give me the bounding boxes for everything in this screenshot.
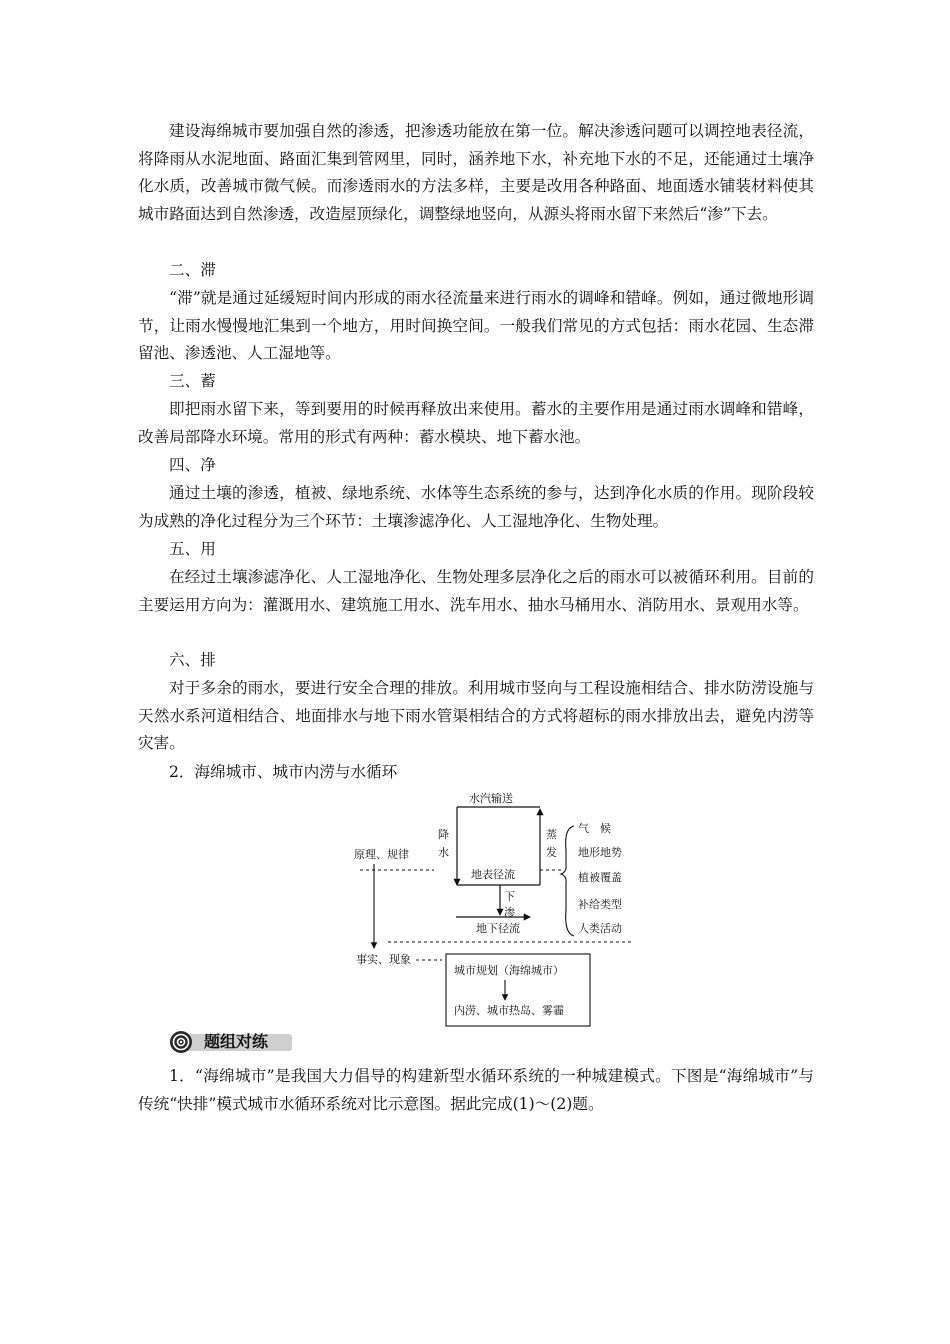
heading-jing: 四、净 [169, 456, 216, 474]
label-infiltration-1: 下 [504, 890, 515, 903]
water-cycle-diagram [330, 790, 650, 1030]
factor-climate: 气 候 [578, 822, 611, 835]
paragraph-yong: 在经过土壤渗滤净化、人工湿地净化、生物处理多层净化之后的雨水可以被循环利用。目前的主要运用方向为：灌溉用水、建筑施工用水、洗车用水、抽水马桶用水、消防用水、景观用水等。 [138, 568, 814, 614]
question-1: 1．“海绵城市”是我国大力倡导的构建新型水循环系统的一种城建模式。下图是“海绵城市”与传统“快排”模式城市水循环系统对比示意图。据此完成(1)～(2)题。 [138, 1067, 814, 1113]
paragraph-pai: 对于多余的雨水，要进行安全合理的排放。利用城市竖向与工程设施相结合、排水防涝设施与天然水系河道相结合、地面排水与地下雨水管渠相结合的方式将超标的雨水排放出去，避免内涝等灾害。 [138, 679, 814, 753]
exercise-banner-label: 题组对练 [204, 1032, 269, 1051]
heading-zhi: 二、滞 [169, 261, 216, 279]
item2-heading: 2．海绵城市、城市内涝与水循环 [169, 763, 398, 781]
heading-xu: 三、蓄 [169, 372, 216, 390]
factor-human: 人类活动 [578, 922, 622, 935]
label-precipitation-1: 降 [438, 828, 449, 841]
paragraph-xu: 即把雨水留下来，等到要用的时候再释放出来使用。蓄水的主要作用是通过雨水调峰和错峰，改善局部降水环境。常用的形式有两种：蓄水模块、地下蓄水池。 [138, 400, 814, 446]
label-principle: 原理、规律 [354, 848, 409, 861]
factor-recharge: 补给类型 [578, 898, 622, 911]
heading-yong: 五、用 [169, 540, 216, 558]
paragraph-zhi: “滞”就是通过延缓短时间内形成的雨水径流量来进行雨水的调峰和错峰。例如，通过微地形调节，让雨水慢慢地汇集到一个地方，用时间换空间。一般我们常见的方式包括：雨水花园、生态滞留池、渗透池、人工湿地等。 [138, 289, 814, 363]
factor-terrain: 地形地势 [578, 846, 622, 859]
label-evaporation-2: 发 [546, 846, 557, 859]
intro-paragraph: 建设海绵城市要加强自然的渗透，把渗透功能放在第一位。解决渗透问题可以调控地表径流，将降雨从水泥地面、路面汇集到管网里，同时，涵养地下水，补充地下水的不足，还能通过土壤净化水质，改善城市微气候。而渗透雨水的方法多样，主要是改用各种路面、地面透水铺装材料使其城市路面达到自然渗透，改造屋顶绿化，调整绿地竖向，从源头将雨水留下来然后“渗”下去。 [138, 122, 814, 223]
label-evaporation-1: 蒸 [546, 828, 557, 841]
label-planning: 城市规划（海绵城市） [454, 964, 564, 977]
label-precipitation-2: 水 [438, 846, 449, 859]
factor-vegetation: 植被覆盖 [578, 871, 622, 884]
label-infiltration-2: 渗 [504, 906, 515, 919]
paragraph-jing: 通过土壤的渗透，植被、绿地系统、水体等生态系统的参与，达到净化水质的作用。现阶段较为成熟的净化过程分为三个环节：土壤渗滤净化、人工湿地净化、生物处理。 [138, 484, 814, 530]
label-outcome: 内涝、城市热岛、雾霾 [454, 1004, 564, 1017]
factors-brace [561, 826, 574, 936]
label-vapor-transport: 水汽输送 [469, 792, 513, 805]
label-facts: 事实、现象 [356, 953, 411, 966]
label-ground-runoff: 地下径流 [476, 922, 520, 935]
label-surface-runoff: 地表径流 [471, 868, 515, 881]
heading-pai: 六、排 [169, 651, 216, 669]
